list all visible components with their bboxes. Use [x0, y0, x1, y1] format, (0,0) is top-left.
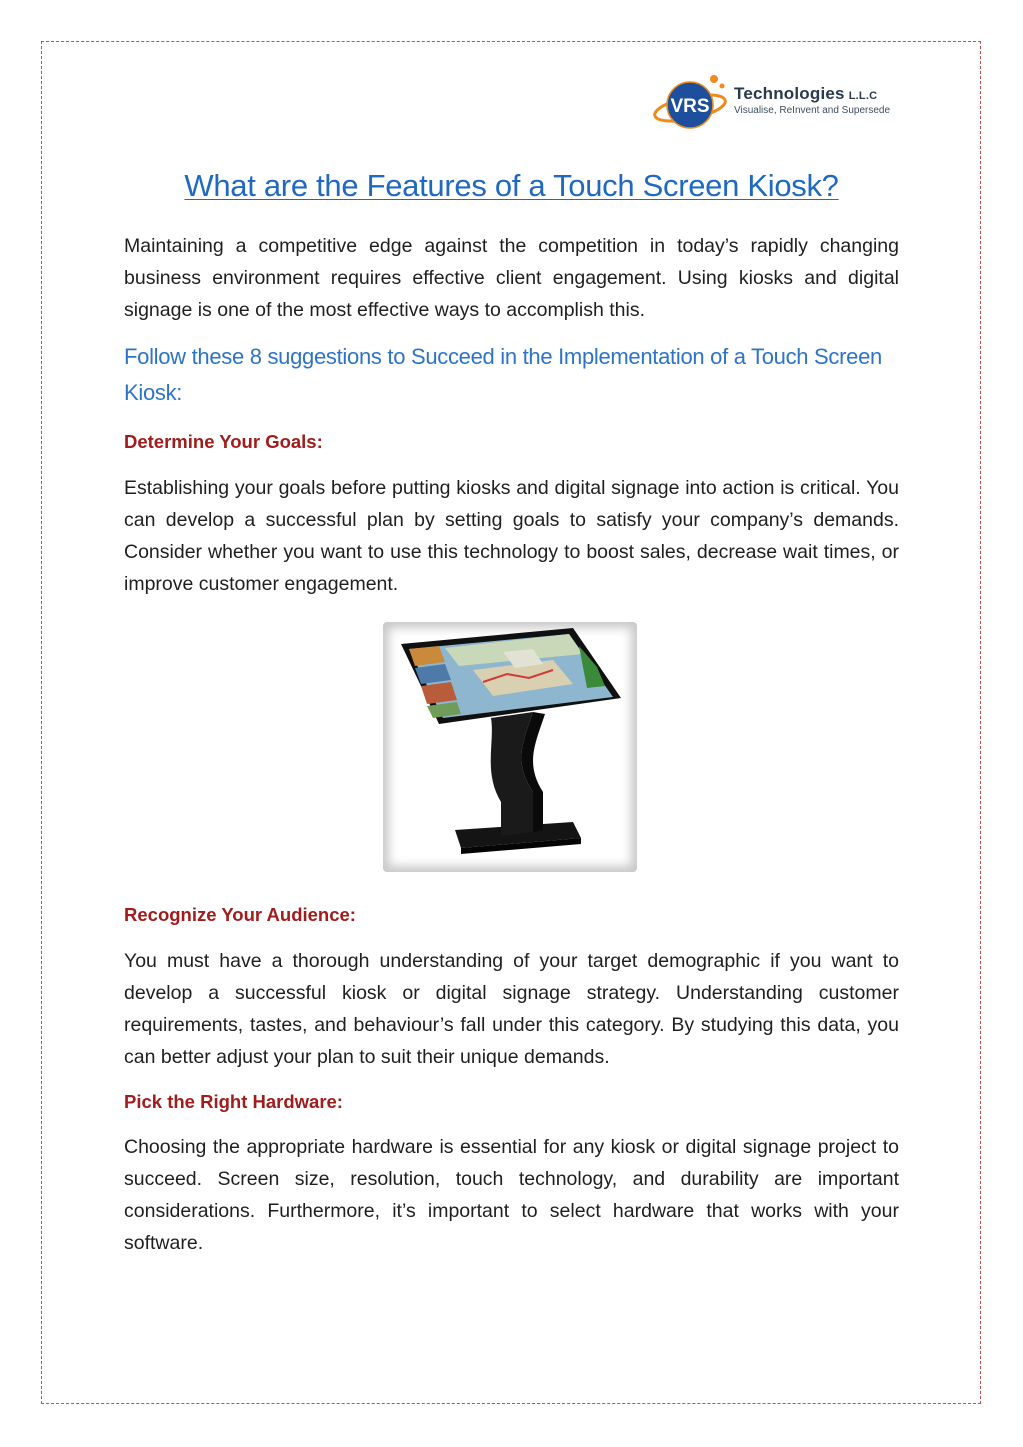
section-body-goals: Establishing your goals before putting kiosks and digital signage into action is critical. You can develop a successful plan by setting goals to satisfy your company’s demands. Consider whether you want to use this technology to boost sales, decrease wait times, or improve customer engagement.: [124, 477, 899, 595]
logo-tagline: Visualise, ReInvent and Supersede: [734, 105, 891, 116]
section-heading-audience: Recognize Your Audience:: [124, 904, 356, 925]
logo-suffix: L.L.C: [848, 90, 878, 102]
section-heading-goals: Determine Your Goals:: [124, 431, 323, 452]
section-heading-hardware: Pick the Right Hardware:: [124, 1091, 343, 1112]
touch-screen-kiosk-icon: [383, 622, 637, 872]
section-body-audience: You must have a thorough understanding of your target demographic if you want to develop a successful kiosk or digital signage strategy. Understanding customer requirements, tastes, and behaviour’s fall under this category. By studying this data, you can better adjust your plan to suit their unique demands.: [124, 950, 899, 1068]
section-body-hardware: Choosing the appropriate hardware is essential for any kiosk or digital signage project to succeed. Screen size, resolution, touch technology, and durability are important considerations. Furthermore, it’s important to select hardware that works with your software.: [124, 1136, 899, 1254]
logo-name: [734, 84, 890, 104]
company-logo: [652, 70, 902, 140]
page-title: What are the Features of a Touch Screen Kiosk?: [184, 168, 839, 203]
kiosk-image: [383, 622, 637, 872]
logo-name-text: Technologies: [734, 84, 845, 103]
vrs-logo-mark-icon: [652, 70, 736, 140]
intro-paragraph: Maintaining a competitive edge against the competition in today’s rapidly changing business environment requires effective client engagement. Using kiosks and digital signage is one of the most effective ways to accomplish this.: [124, 235, 899, 321]
logo-mark-text: VRS: [670, 96, 710, 117]
subheading: Follow these 8 suggestions to Succeed in the Implementation of a Touch Screen Kiosk:: [124, 344, 882, 405]
